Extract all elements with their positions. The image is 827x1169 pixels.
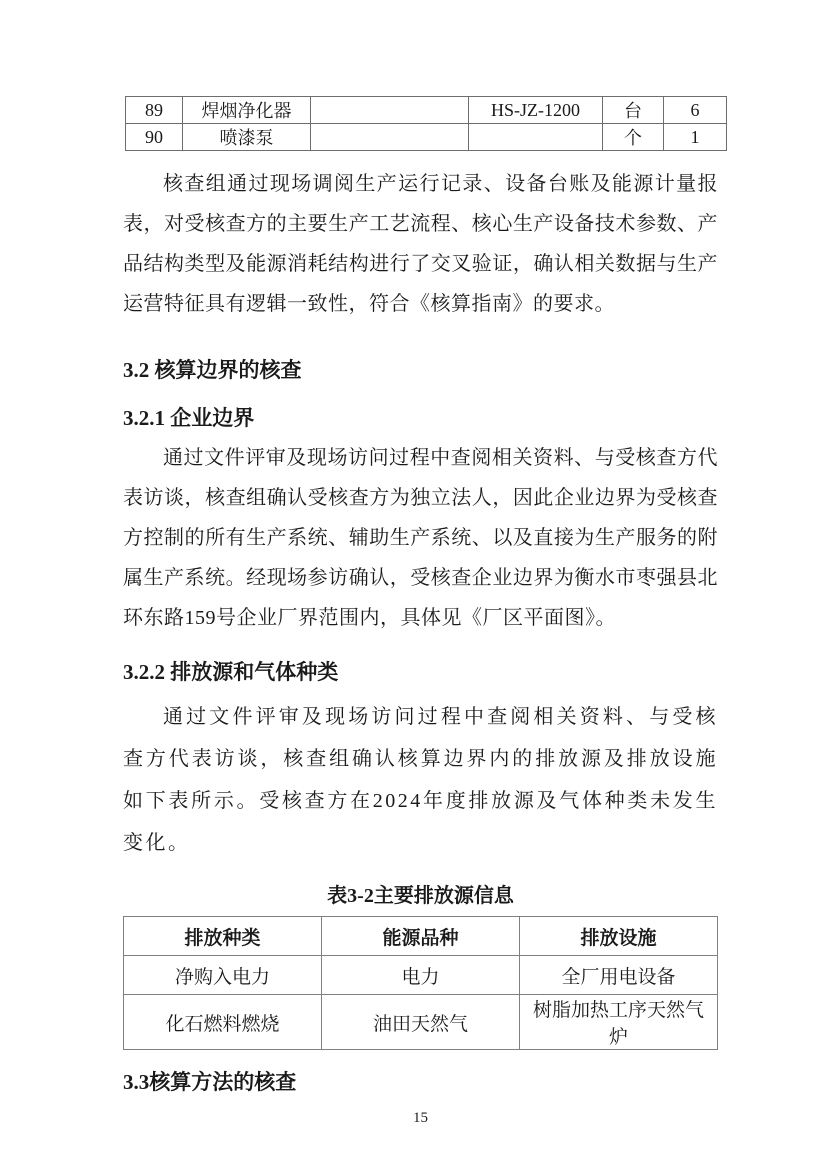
equipment-model: HS-JZ-1200 — [469, 97, 603, 124]
emission-type-cell: 净购入电力 — [124, 956, 322, 995]
equipment-model — [469, 124, 603, 151]
equipment-unit: 台 — [603, 97, 664, 124]
emission-source-table — [123, 916, 718, 1050]
table-row — [124, 995, 718, 1050]
equipment-unit: 个 — [603, 124, 664, 151]
equipment-qty: 1 — [664, 124, 727, 151]
paragraph-emission-sources: 通过文件评审及现场访问过程中查阅相关资料、与受核查方代表访谈，核查组确认核算边界内的排放源及排放设施如下表所示。受核查方在2024年度排放源及气体种类未发生变化。 — [123, 706, 718, 854]
header-energy-type: 能源品种 — [322, 917, 520, 956]
equipment-spec — [311, 97, 469, 124]
paragraph-enterprise-boundary: 通过文件评审及现场访问过程中查阅相关资料、与受核查方代表访谈，核查组确认受核查方为独立法人，因此企业边界为受核查方控制的所有生产系统、辅助生产系统、以及直接为生产服务的附属生产系统。经现场参访确认，受核查企业边界为衡水市枣强县北环东路159号企业厂界范围内，具体见《厂区平面图》。 — [123, 447, 718, 629]
header-emission-type: 排放种类 — [124, 917, 322, 956]
table-row — [124, 956, 718, 995]
section-heading-3-2: 3.2 核算边界的核查 — [123, 358, 302, 382]
equipment-name: 喷漆泵 — [183, 124, 311, 151]
section-heading-3-2-2: 3.2.2 排放源和气体种类 — [123, 660, 339, 684]
equipment-qty: 6 — [664, 97, 727, 124]
page-content — [123, 0, 718, 1127]
paragraph-verification-summary: 核查组通过现场调阅生产运行记录、设备台账及能源计量报表，对受核查方的主要生产工艺流程、核心生产设备技术参数、产品结构类型及能源消耗结构进行了交叉验证，确认相关数据与生产运营特征具有逻辑一致性，符合《核算指南》的要求。 — [123, 173, 718, 315]
equipment-spec — [311, 124, 469, 151]
table-row — [126, 97, 727, 124]
equipment-name: 焊烟净化器 — [183, 97, 311, 124]
header-emission-facility: 排放设施 — [520, 917, 718, 956]
section-heading-3-2-1: 3.2.1 企业边界 — [123, 406, 255, 430]
equipment-no: 89 — [126, 97, 183, 124]
table-header-row — [124, 917, 718, 956]
emission-facility-cell: 树脂加热工序天然气炉 — [520, 995, 718, 1050]
table-row — [126, 124, 727, 151]
energy-type-cell: 电力 — [322, 956, 520, 995]
equipment-table — [125, 96, 727, 151]
emission-facility-cell: 全厂用电设备 — [520, 956, 718, 995]
emission-type-cell: 化石燃料燃烧 — [124, 995, 322, 1050]
energy-type-cell: 油田天然气 — [322, 995, 520, 1050]
page-number: 15 — [413, 1110, 428, 1126]
equipment-no: 90 — [126, 124, 183, 151]
section-heading-3-3: 3.3核算方法的核查 — [123, 1070, 297, 1094]
table-caption: 表3-2主要排放源信息 — [327, 885, 514, 907]
